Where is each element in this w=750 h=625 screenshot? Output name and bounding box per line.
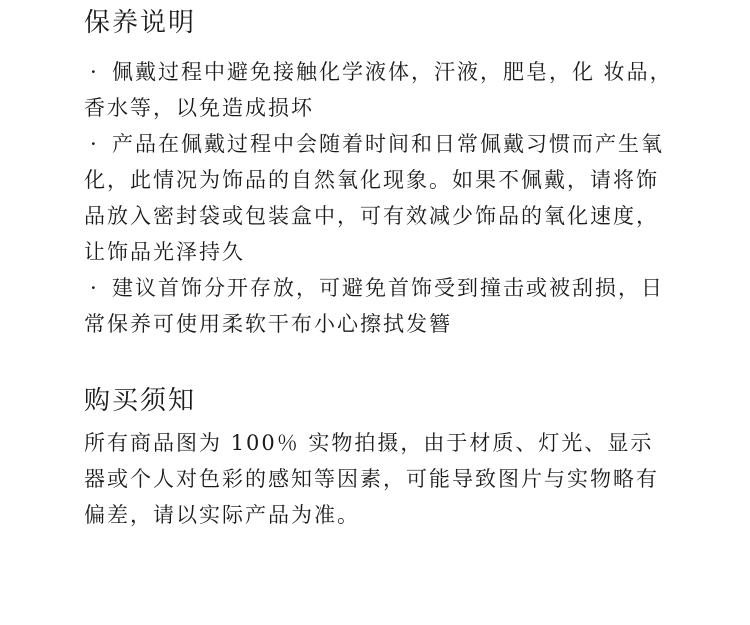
bullet-icon: · [90,276,99,300]
care-instructions-list [84,54,674,342]
bullet-icon: · [90,60,99,84]
care-item [84,270,674,342]
care-item-text: 产品在佩戴过程中会随着时间和日常佩戴习惯而产生氧化，此情况为饰品的自然氧化现象。如果不佩戴，请将饰品放入密封袋或包装盒中，可有效减少饰品的氧化速度，让饰品光泽持久 [84,132,664,264]
purchase-notice-text: 所有商品图为 100％ 实物拍摄，由于材质、灯光、显示器或个人对色彩的感知等因素，可能导致图片与实物略有偏差，请以实际产品为准。 [84,431,659,527]
care-section-title: 保养说明 [84,8,197,38]
care-item [84,126,674,270]
care-item-text: 建议首饰分开存放，可避免首饰受到撞击或被刮损，日常保养可使用柔软干布小心擦拭发簪 [84,276,664,336]
bullet-icon: · [90,132,99,156]
care-item-text: 佩戴过程中避免接触化学液体，汗液，肥皂，化 妆品，香水等，以免造成损坏 [84,60,673,120]
purchase-notice-title: 购买须知 [84,386,197,416]
care-item [84,54,674,126]
